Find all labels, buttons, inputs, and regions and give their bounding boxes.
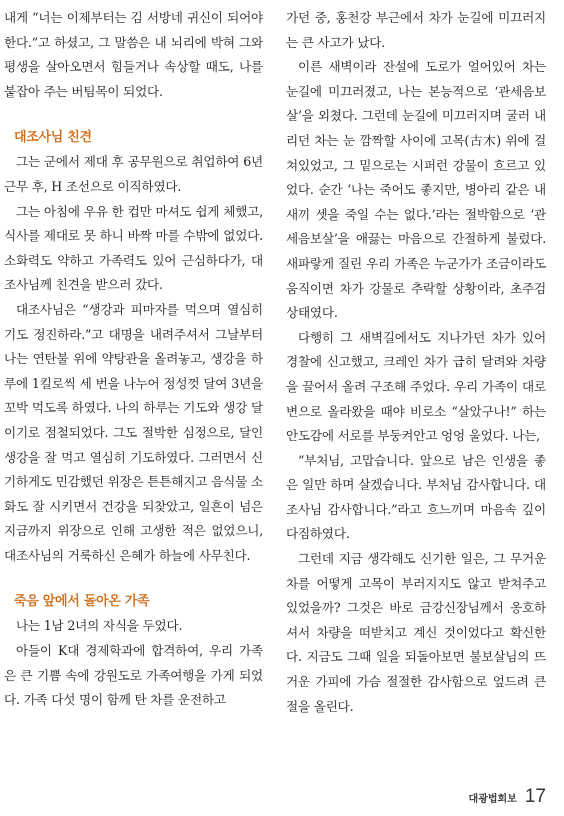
- paragraph-intro: 내게 “너는 이제부터는 김 서방네 귀신이 되어야 한다.”고 하셨고, 그 말씀은 내 뇌리에 박혀 그와 평생을 살아오면서 힘들거나 속상할 때도, 나를 붙잡아 주는 버팀목이 되었다.: [4, 10, 263, 99]
- right-column: [286, 6, 546, 719]
- paragraph: 다행히 그 새벽길에서도 지나가던 차가 있어 경찰에 신고했고, 크레인 차가 급히 달려와 차량을 끌어서 올려 구조해 주었다. 우리 가족이 대로변으로 올라왔을 때야 비로소 “살았구나!” 하는 안도감에 서로를 부둥켜안고 엉엉 울었다. 나는,: [286, 329, 546, 444]
- left-column: [4, 6, 263, 713]
- page-footer: [469, 786, 546, 808]
- page-number: 17: [524, 786, 546, 807]
- paragraph: 대조사님은 “생강과 피마자를 먹으며 열심히 기도 정진하라.”고 대명을 내려주셔서 그날부터 나는 연탄불 위에 약탕관을 올려놓고, 생강을 하루에 1킬로씩 세 번을 나누어 정성껏 달여 3년을 꼬박 먹도록 하였다. 나의 하루는 기도와 생강 달이기로 점철되었다. 그도 절박한 심정으로, 달인 생강을 잘 먹고 열심히 기도하였다. 그러면서 신기하게도 민감했던 위장은 튼튼해지고 음식물 소화도 잘 시키면서 건강을 되찾았고, 일흔이 넘은 지금까지 위장으로 인해 고생한 적은 없었으니, 대조사님의 거룩하신 은혜가 하늘에 사무친다.: [4, 301, 263, 563]
- section-heading-audience: 대조사님 친견: [14, 130, 92, 146]
- magazine-name: 대광법회보: [468, 794, 517, 805]
- paragraph: 그런데 지금 생각해도 신기한 일은, 그 무거운 차를 어떻게 고목이 부러지지도 않고 받쳐주고 있었을까? 그것은 바로 금강신장님께서 옹호하셔서 차량을 떠받치고 계신 것이었다고 확신한다. 지금도 그때 일을 되돌아보면 불보살님의 뜨거운 가피에 가슴 절절한 감사함으로 엎드려 큰절을 올린다.: [286, 551, 546, 714]
- paragraph: 나는 1남 2녀의 자식을 두었다.: [16, 618, 183, 634]
- section-heading-family-return: 죽음 앞에서 돌아온 가족: [14, 594, 150, 610]
- paragraph: “부처님, 고맙습니다. 앞으로 남은 인생을 좋은 일만 하며 살겠습니다. 부처님 감사합니다. 대조사님 감사합니다.”라고 흐느끼며 마음속 깊이 다짐하였다.: [286, 452, 546, 542]
- paragraph: 그는 아침에 우유 한 컵만 마셔도 쉽게 체했고, 식사를 제대로 못 하니 바짝 마를 수밖에 없었다. 소화력도 약하고 가족력도 있어 근심하다가, 대조사님께 친견을 받으러 갔다.: [4, 203, 263, 293]
- paragraph: 이른 새벽이라 잔설에 도로가 얼어있어 차는 눈길에 미끄러졌고, 나는 본능적으로 ‘관세음보살’을 외쳤다. 그런데 눈길에 미끄러지며 굴러 내리던 차는 눈 깜짝할 사이에 고목(古木) 위에 걸쳐있었고, 그 밑으로는 시퍼런 강물이 흐르고 있었다. 순간 ‘나는 죽어도 좋지만, 병아리 같은 내 새끼 셋을 죽일 수는 없다.’라는 절박함으로 ‘관세음보살’을 애끓는 마음으로 간절하게 불렀다. 새파랗게 질린 우리 가족은 누군가가 조금이라도 움직이면 차가 강물로 추락할 상황이라, 초주검상태였다.: [286, 59, 546, 321]
- paragraph: 아들이 K대 경제학과에 합격하여, 우리 가족은 큰 기쁨 속에 강원도로 가족여행을 가게 되었다. 가족 다섯 명이 함께 탄 차를 운전하고: [4, 643, 263, 708]
- paragraph: 그는 군에서 제대 후 공무원으로 취업하여 6년 근무 후, H 조선으로 이직하였다.: [4, 154, 263, 194]
- paragraph-continued: 가던 중, 홍천강 부근에서 차가 눈길에 미끄러지는 큰 사고가 났다.: [286, 10, 546, 50]
